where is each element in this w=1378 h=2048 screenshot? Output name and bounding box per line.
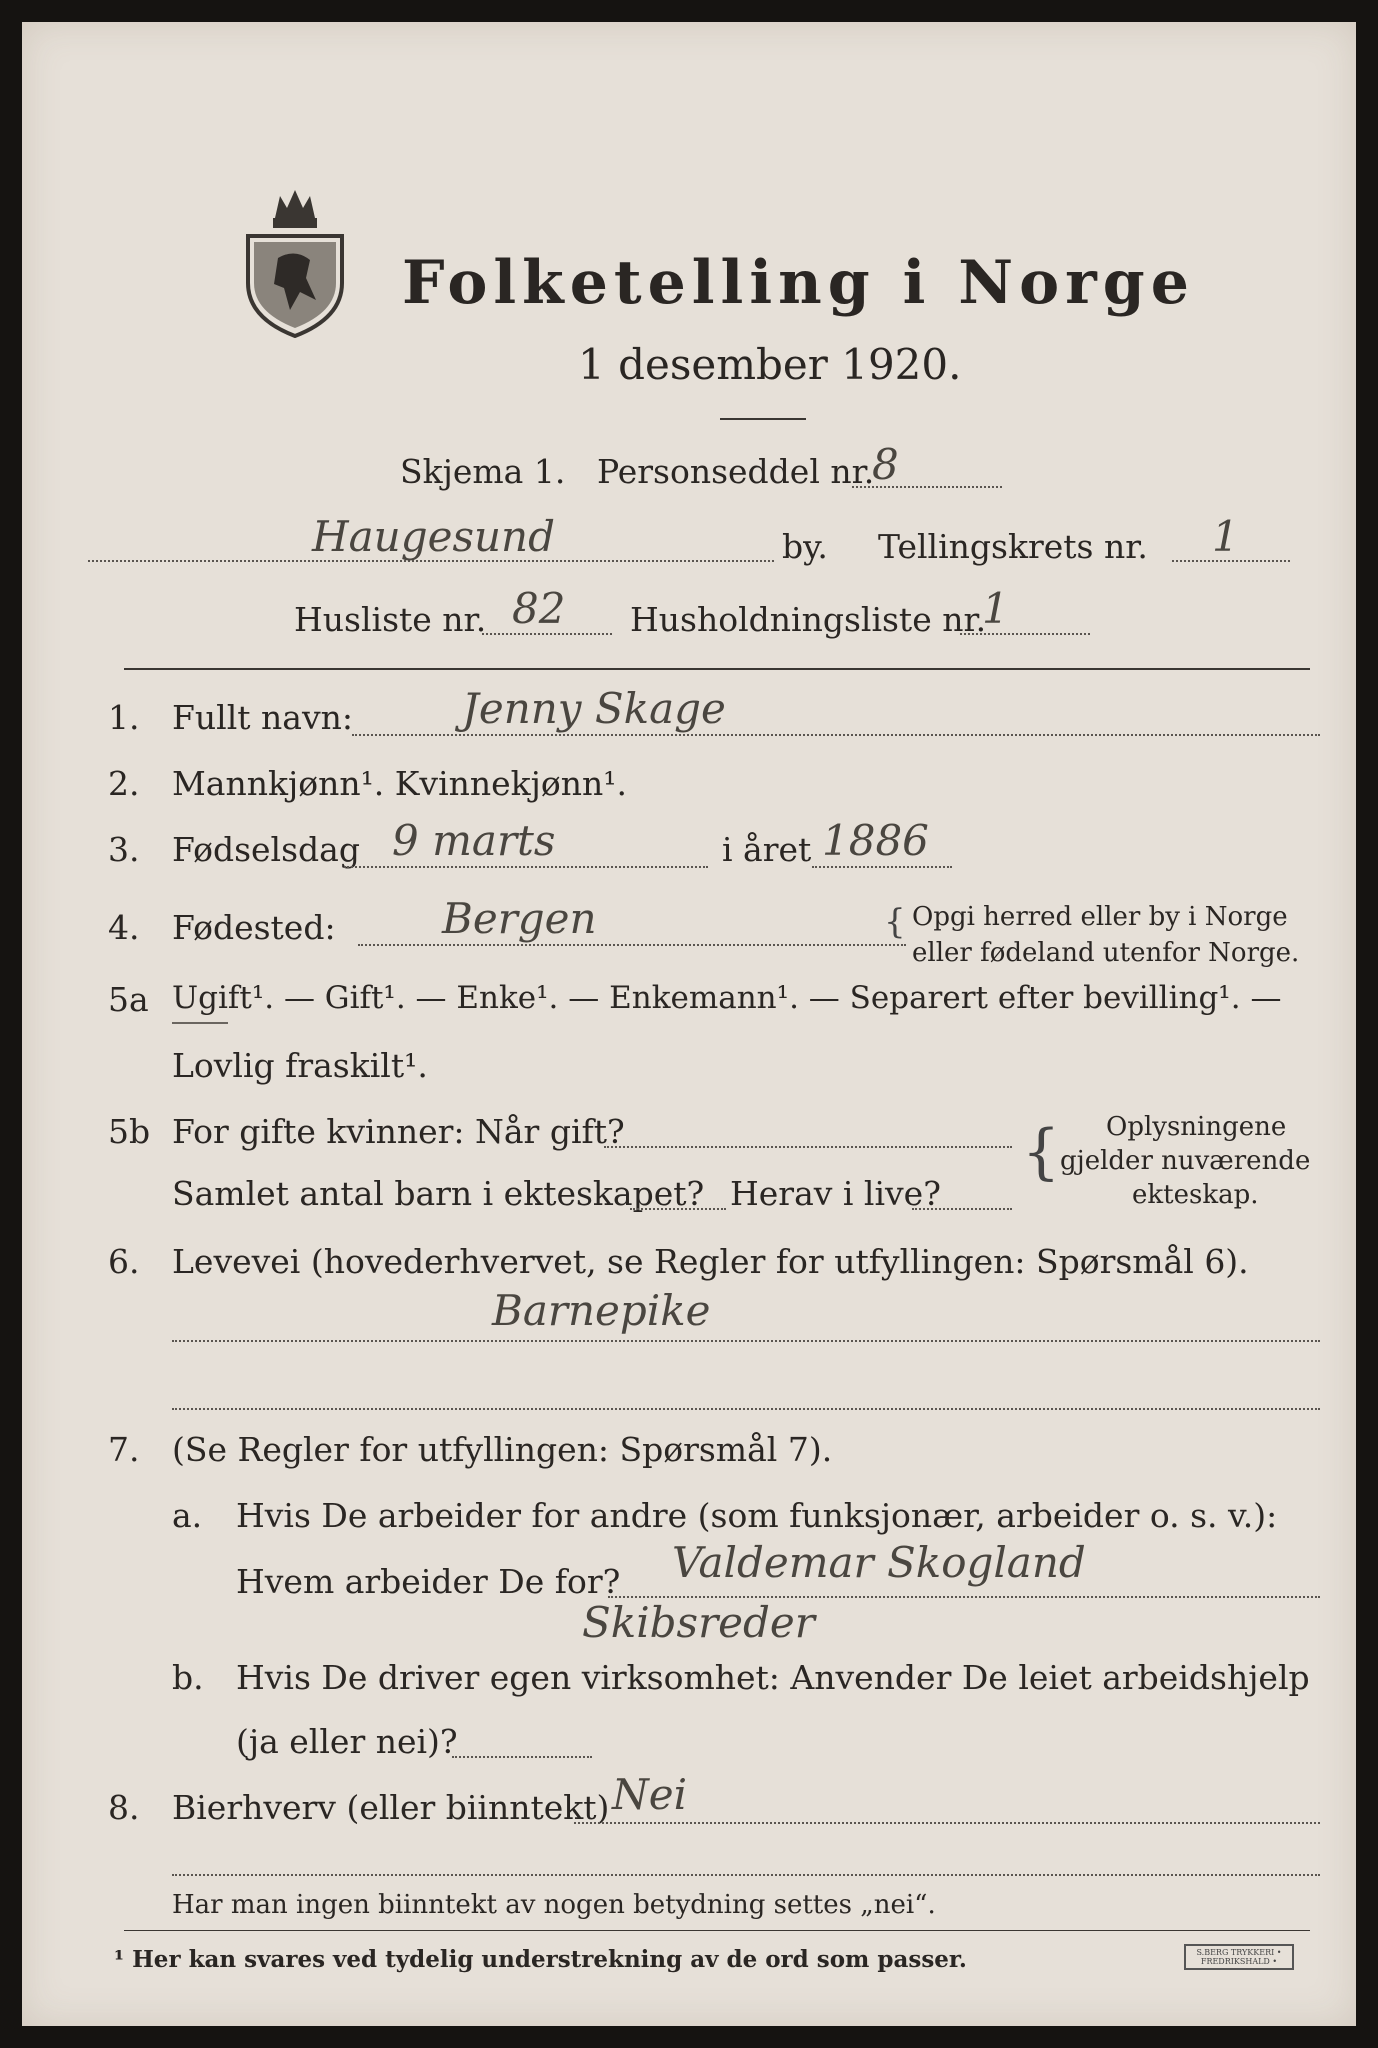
q6-occupation-value: Barnepike xyxy=(492,1286,711,1335)
q3-year-label: i året xyxy=(722,830,812,869)
tellingskrets-label: Tellingskrets nr. xyxy=(878,527,1148,566)
q3-birth-year-value: 1886 xyxy=(822,816,929,865)
coat-of-arms-icon xyxy=(240,188,350,338)
q7b-number: b. xyxy=(172,1658,204,1697)
footnote: ¹ Her kan svares ved tydelig understrekning av de ord som passer. xyxy=(114,1946,967,1973)
bottom-note: Har man ingen biinntekt av nogen betydning settes „nei“. xyxy=(172,1890,936,1920)
q6-number: 6. xyxy=(108,1242,140,1281)
census-form-page: Folketelling i Norge 1 desember 1920. Skjema 1. Personseddel nr. 8 Haugesund by. Tellingskrets nr. 1 Husliste nr. 82 Husholdningsliste nr. 1 1. Fullt navn: Jenny Skage 2. Mannkjønn¹. Kvinnekjønn¹. 3. Fødselsdag 9 marts i året 1886 4. Fødested: Bergen { Opgi herred eller by i Norge eller fødeland utenfor Norge. 5a Ugift¹. — Gift¹. — Enke¹. — Enkemann¹. — Separert efter bevilling¹. — Lovlig fraskilt¹. 5b For gifte kvinner: Når gift? Samlet antal barn i ekteskapet? Herav i live? { Oplysningene gjelder nuværende ekteskap. 6. Levevei (hovederhvervet, se Regler for utfyllingen: Spørsmål 6). Barnepike 7. (Se Regler for utfyllingen: Spørsmål 7). a. Hvis De arbeider for andre (som funksjonær, arbeider o. s. v.): Hvem arbeider De for? Valdemar Skogland Skibsreder b. Hvis De driver egen virksomhet: Anvender De leiet arbeidshjelp (ja eller nei)? 8. Bierhverv (eller biinntekt) Nei Har man ingen biinntekt av nogen betydning settes „nei“. ¹ Her kan svares ved tydelig understrekning av de ord som passer. S.BERG TRYKKERI • FREDRIKSHALD • xyxy=(22,22,1356,2026)
q8-label: Bierhverv (eller biinntekt) xyxy=(172,1788,610,1827)
q4-note-line2: eller fødeland utenfor Norge. xyxy=(912,938,1300,968)
form-title: Folketelling i Norge xyxy=(402,248,1195,318)
q3-birth-day-value: 9 marts xyxy=(392,816,556,865)
q7a-number: a. xyxy=(172,1496,203,1535)
q1-label: Fullt navn: xyxy=(172,698,353,737)
q5b-label2: Samlet antal barn i ekteskapet? xyxy=(172,1174,705,1213)
title-divider xyxy=(720,418,806,420)
census-date: 1 desember 1920. xyxy=(578,340,962,389)
q8-number: 8. xyxy=(108,1788,140,1827)
q4-note-line1: Opgi herred eller by i Norge xyxy=(912,902,1288,932)
husholdningsliste-label: Husholdningsliste nr. xyxy=(630,600,987,639)
q5a-number: 5a xyxy=(108,980,149,1019)
q7-number: 7. xyxy=(108,1430,140,1469)
q1-number: 1. xyxy=(108,698,140,737)
q5a-line2: Lovlig fraskilt¹. xyxy=(172,1046,428,1085)
personseddel-label: Personseddel nr. xyxy=(597,452,875,491)
personseddel-value: 8 xyxy=(872,440,899,489)
q3-number: 3. xyxy=(108,830,140,869)
city-value: Haugesund xyxy=(312,512,555,561)
q4-label: Fødested: xyxy=(172,908,336,947)
tellingskrets-value: 1 xyxy=(1212,512,1239,561)
q7a-employer-value: Valdemar Skogland xyxy=(672,1538,1086,1587)
q7a-line2: Hvem arbeider De for? xyxy=(236,1562,621,1601)
husliste-value: 82 xyxy=(512,584,566,633)
ugift-underline-mark xyxy=(172,1022,228,1024)
husliste-label: Husliste nr. xyxy=(294,600,487,639)
q7a-line1: Hvis De arbeider for andre (som funksjonær, arbeider o. s. v.): xyxy=(236,1496,1278,1535)
q6-label: Levevei (hovederhvervet, se Regler for utfyllingen: Spørsmål 6). xyxy=(172,1242,1249,1281)
q5b-note-line1: Oplysningene xyxy=(1106,1112,1287,1142)
q3-label: Fødselsdag xyxy=(172,830,360,869)
section-divider xyxy=(124,668,1310,670)
q8-side-income-value: Nei xyxy=(612,1770,688,1819)
q1-full-name-value: Jenny Skage xyxy=(462,684,726,733)
q4-birthplace-value: Bergen xyxy=(442,894,597,943)
q2-label: Mannkjønn¹. Kvinnekjønn¹. xyxy=(172,764,627,803)
q7b-line1: Hvis De driver egen virksomhet: Anvender De leiet arbeidshjelp xyxy=(236,1658,1310,1697)
q5b-number: 5b xyxy=(108,1112,151,1151)
by-label: by. xyxy=(782,527,828,566)
q4-number: 4. xyxy=(108,908,140,947)
q7a-employer-title-value: Skibsreder xyxy=(582,1598,815,1647)
q2-number: 2. xyxy=(108,764,140,803)
q5b-note-line2: gjelder nuværende xyxy=(1060,1146,1311,1176)
q5b-label1: For gifte kvinner: Når gift? xyxy=(172,1112,625,1151)
q5a-marital-options: Ugift¹. — Gift¹. — Enke¹. — Enkemann¹. — Separert efter bevilling¹. — xyxy=(172,980,1282,1016)
schema-label: Skjema 1. xyxy=(400,452,566,491)
q7-label: (Se Regler for utfyllingen: Spørsmål 7). xyxy=(172,1430,833,1469)
q5b-note-line3: ekteskap. xyxy=(1132,1180,1259,1210)
q7b-line2: (ja eller nei)? xyxy=(236,1722,458,1761)
printer-stamp: S.BERG TRYKKERI • FREDRIKSHALD • xyxy=(1184,1944,1294,1970)
husholdningsliste-value: 1 xyxy=(982,584,1009,633)
q5b-label3: Herav i live? xyxy=(730,1174,941,1213)
